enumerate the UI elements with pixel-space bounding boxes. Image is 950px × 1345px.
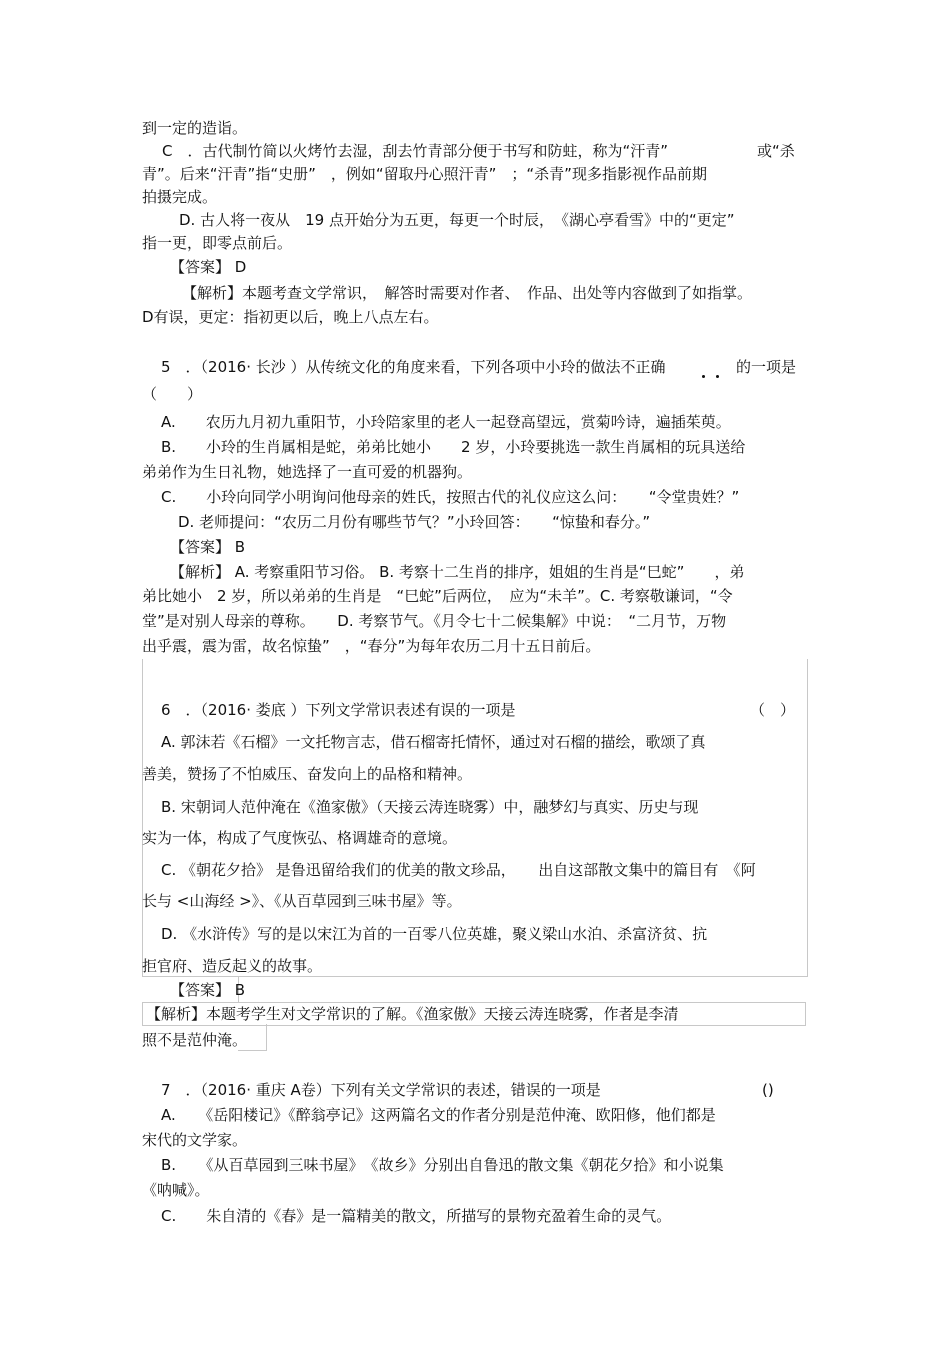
- option-c-line: C ．古代制竹简以火烤竹去湿，刮去竹青部分便于书写和防蛀，称为“汗青”: [162, 142, 669, 160]
- question-7-stem: 7 ．（2016· 重庆 A卷）下列有关文学常识的表述，错误的一项是: [161, 1081, 601, 1099]
- option-d-line: 指一更，即零点前后。: [142, 234, 293, 252]
- option-c: C. 小玲向同学小明询问他母亲的姓氏，按照古代的礼仪应这么问： “令堂贵姓？”: [161, 488, 740, 506]
- option-a: 善美，赞扬了不怕威压、奋发向上的品格和精神。: [142, 765, 473, 783]
- option-d-line: D. 古人将一夜从 19 点开始分为五更，每更一个时辰， 《湖心亭看雪》中的“更定”: [179, 211, 735, 229]
- text-line: 到一定的造诣。: [142, 119, 248, 137]
- option-c-line: 青”。后来“汗青”指“史册” ，例如“留取丹心照汗青” ；“杀青”现多指影视作品前期: [142, 165, 707, 183]
- option-a: A. 郭沫若《石榴》一文托物言志，借石榴寄托情怀，通过对石榴的描绘，歌颂了真: [161, 733, 706, 751]
- option-d: 拒官府、造反起义的故事。: [142, 957, 323, 975]
- question-5-stem-end: 的一项是: [736, 358, 797, 376]
- analysis-text: 【解析】本题考学生对文学常识的了解。《渔家傲》天接云涛连晓雾，作者是李清: [146, 1005, 679, 1023]
- analysis-text: D有误，更定：指初更以后，晚上八点左右。: [142, 308, 439, 326]
- answer-label: 【答案】 B: [170, 981, 246, 999]
- answer-label: 【答案】 B: [170, 538, 246, 556]
- option-b: 实为一体，构成了气度恢弘、格调雄奇的意境。: [142, 829, 458, 847]
- question-5-paren: （ ）: [142, 385, 203, 403]
- option-a: A. 《岳阳楼记》《醉翁亭记》这两篇名文的作者分别是范仲淹、欧阳修，他们都是: [161, 1106, 716, 1124]
- question-6-stem: 6 ．（2016· 娄底 ）下列文学常识表述有误的一项是: [161, 701, 516, 719]
- analysis-text: 弟比她小 2 岁，所以弟弟的生肖是 “巳蛇”后两位， 应为“未羊”。C. 考察敬谦词，“令: [142, 587, 733, 605]
- option-b: B. 宋朝词人范仲淹在《渔家傲》（天接云涛连晓雾）中，融梦幻与真实、历史与现: [161, 798, 699, 816]
- answer-label: 【答案】 D: [170, 258, 247, 276]
- option-c-line: 拍摄完成。: [142, 188, 218, 206]
- analysis-text: 【解析】 A. 考察重阳节习俗。 B. 考察十二生肖的排序，姐姐的生肖是“巳蛇” ，弟: [170, 563, 745, 581]
- emphasis-dot: [702, 375, 705, 378]
- option-c: 长与 <山海经 >》、《从百草园到三味书屋》等。: [142, 892, 462, 910]
- option-a: A. 农历九月初九重阳节，小玲陪家里的老人一起登高望远，赏菊吟诗，遍插茱萸。: [161, 413, 731, 431]
- analysis-text: 【解析】本题考查文学常识， 解答时需要对作者、 作品、出处等内容做到了如指掌。: [182, 284, 753, 302]
- option-b: B. 小玲的生肖属相是蛇，弟弟比她小 2 岁，小玲要挑选一款生肖属相的玩具送给: [161, 438, 746, 456]
- analysis-text: 照不是范仲淹。: [142, 1031, 248, 1049]
- option-a: 宋代的文学家。: [142, 1131, 248, 1149]
- analysis-text: 出乎震，震为雷，故名惊蛰” ，“春分”为每年农历二月十五日前后。: [142, 637, 601, 655]
- emphasis-dot: [716, 375, 719, 378]
- option-b: 弟弟作为生日礼物，她选择了一直可爱的机器狗。: [142, 463, 473, 481]
- analysis-text: 堂”是对别人母亲的尊称。 D. 考察节气。《月令七十二候集解》中说： “二月节，万物: [142, 612, 727, 630]
- option-b: 《呐喊》。: [142, 1181, 210, 1199]
- question-6-paren: （ ）: [750, 701, 796, 719]
- question-5-stem: 5 ．（2016· 长沙 ）从传统文化的角度来看，下列各项中小玲的做法不正确: [161, 358, 666, 376]
- option-d: D. 《水浒传》写的是以宋江为首的一百零八位英雄，聚义梁山水泊、杀富济贫、抗: [161, 925, 708, 943]
- option-c-line-end: 或“杀: [757, 142, 795, 160]
- option-b: B. 《从百草园到三味书屋》 《故乡》分别出自鲁迅的散文集《朝花夕拾》和小说集: [161, 1156, 724, 1174]
- question-7-paren: (): [762, 1081, 774, 1099]
- option-d: D. 老师提问：“农历二月份有哪些节气？”小玲回答： “惊蛰和春分。”: [178, 513, 651, 531]
- option-c: C. 《朝花夕拾》 是鲁迅留给我们的优美的散文珍品， 出自这部散文集中的篇目有 《阿: [161, 861, 756, 879]
- option-c: C. 朱自清的《春》是一篇精美的散文，所描写的景物充盈着生命的灵气。: [161, 1207, 672, 1225]
